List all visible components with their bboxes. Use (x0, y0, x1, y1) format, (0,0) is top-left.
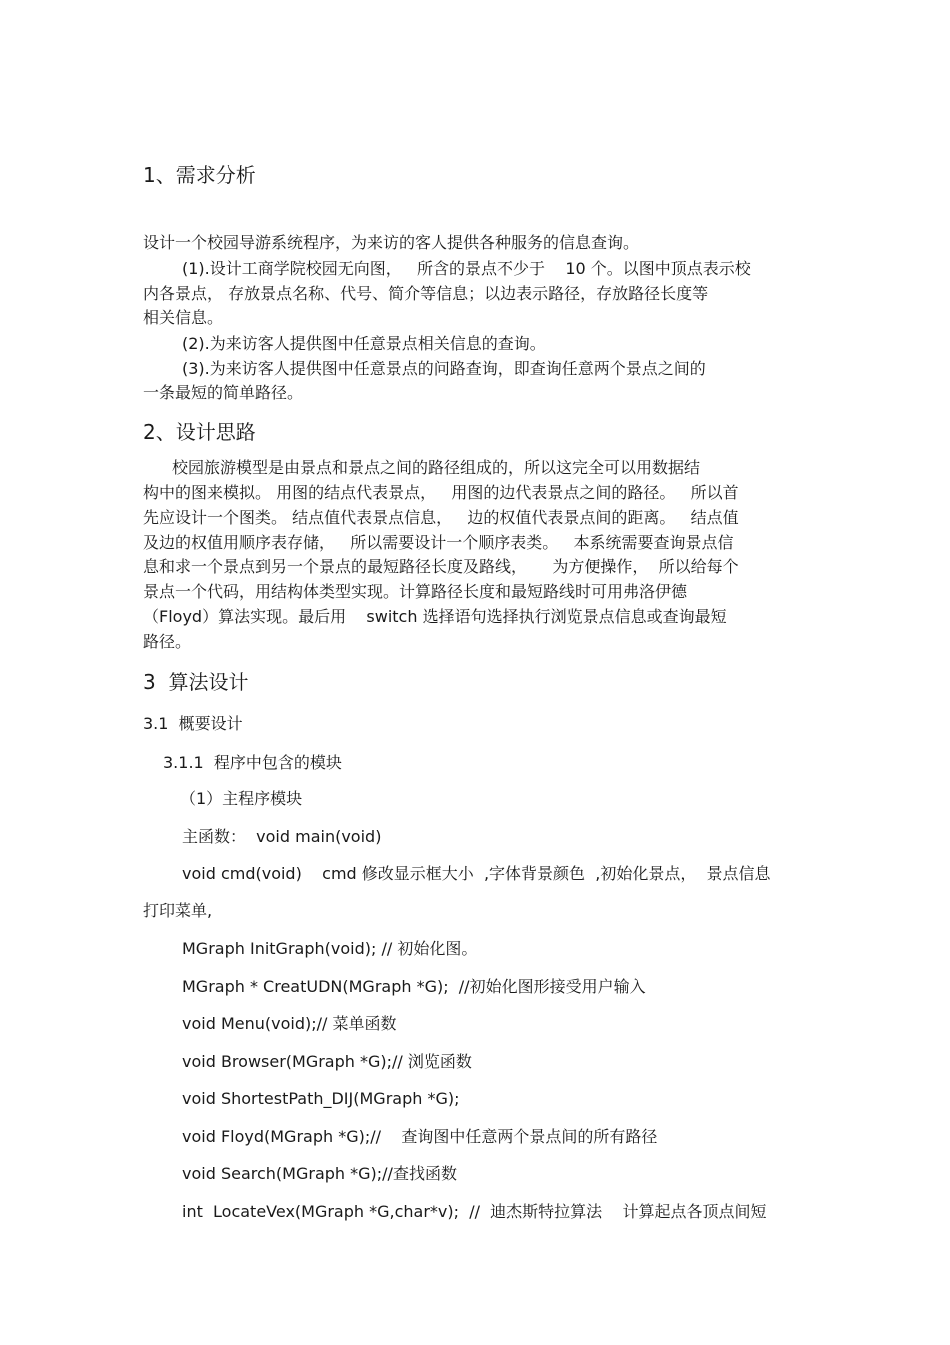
section-1-line-5: (2).为来访客人提供图中任意景点相关信息的查询。 (182, 334, 546, 353)
section-1-heading: 1、需求分析 (143, 163, 256, 187)
subsection-3-1-1-heading: 3.1.1 程序中包含的模块 (163, 753, 342, 772)
section-1-line-4: 相关信息。 (143, 308, 224, 327)
code-line-7: void Search(MGraph *G);//查找函数 (182, 1164, 457, 1183)
section-1-line-2: (1).设计工商学院校园无向图， 所含的景点不少于 10 个。以图中顶点表示校 (182, 259, 751, 278)
code-line-4: void Browser(MGraph *G);// 浏览函数 (182, 1052, 472, 1071)
code-line-1: MGraph InitGraph(void); // 初始化图。 (182, 939, 478, 958)
section-2-line-5: 息和求一个景点到另一个景点的最短路径长度及路线， 为方便操作， 所以给每个 (143, 557, 739, 576)
section-1-line-6: (3).为来访客人提供图中任意景点的问路查询，即查询任意两个景点之间的 (182, 359, 706, 378)
section-3-heading: 3 算法设计 (143, 670, 249, 694)
code-line-8: int LocateVex(MGraph *G,char*v); // 迪杰斯特拉算法 计算起点各顶点间短 (182, 1202, 767, 1221)
section-2-line-3: 先应设计一个图类。 结点值代表景点信息， 边的权值代表景点间的距离。 结点值 (143, 508, 739, 527)
section-2-line-2: 构中的图来模拟。 用图的结点代表景点， 用图的边代表景点之间的路径。 所以首 (143, 483, 739, 502)
section-2-line-8: 路径。 (143, 632, 192, 651)
section-2-line-4: 及边的权值用顺序表存储， 所以需要设计一个顺序表类。 本系统需要查询景点信 (143, 533, 734, 552)
cmd-function-line-2: 打印菜单, (143, 901, 213, 920)
subsection-3-1-heading: 3.1 概要设计 (143, 714, 243, 733)
main-function-line: 主函数： void main(void) (182, 827, 382, 846)
section-1-line-3: 内各景点， 存放景点名称、代号、简介等信息；以边表示路径，存放路径长度等 (143, 284, 709, 303)
section-2-line-6: 景点一个代码，用结构体类型实现。计算路径长度和最短路线时可用弗洛伊德 (143, 582, 688, 601)
code-line-2: MGraph * CreatUDN(MGraph *G); //初始化图形接受用户输入 (182, 977, 646, 996)
section-1-line-1: 设计一个校园导游系统程序，为来访的客人提供各种服务的信息查询。 (143, 233, 640, 252)
code-line-3: void Menu(void);// 菜单函数 (182, 1014, 397, 1033)
section-2-line-1: 校园旅游模型是由景点和景点之间的路径组成的，所以这完全可以用数据结 (172, 458, 701, 477)
section-2-line-7: （Floyd）算法实现。最后用 switch 选择语句选择执行浏览景点信息或查询最短 (143, 607, 727, 626)
cmd-function-line-1: void cmd(void) cmd 修改显示框大小 ,字体背景颜色 ,初始化景点， 景点信息 (182, 864, 771, 883)
code-line-6: void Floyd(MGraph *G);// 查询图中任意两个景点间的所有路径 (182, 1127, 658, 1146)
code-line-5: void ShortestPath_DIJ(MGraph *G); (182, 1089, 460, 1108)
module-heading: （1）主程序模块 (180, 789, 303, 808)
section-1-line-7: 一条最短的简单路径。 (143, 383, 304, 402)
section-2-heading: 2、设计思路 (143, 420, 256, 444)
